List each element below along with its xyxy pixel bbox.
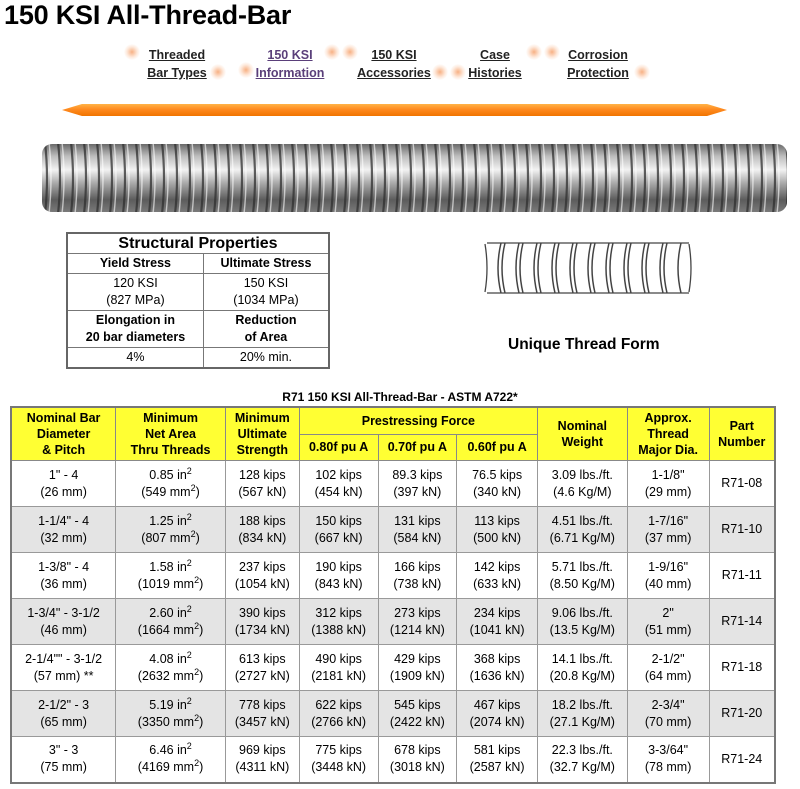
sparkle-icon <box>432 64 448 80</box>
table-cell <box>225 645 299 691</box>
cell-line2: (1019 mm <box>137 576 195 591</box>
superscript: 2 <box>194 758 200 769</box>
cell-line2: (32.7 Kg/M) <box>549 760 615 775</box>
cell-line2: (3350 mm <box>137 714 195 729</box>
table-cell <box>299 461 378 507</box>
col-header-net-area <box>116 407 226 461</box>
cell-line2: (8.50 Kg/M) <box>549 576 615 591</box>
cell-line2: (2727 kN) <box>234 668 290 683</box>
cell-line1: 1" - 4 <box>48 467 79 482</box>
cell-line1: 3" - 3 <box>48 743 79 758</box>
cell-line1: 1-1/4" - 4 <box>38 513 90 528</box>
paren: ) <box>199 622 204 637</box>
cell-line1: 113 kips <box>474 513 520 528</box>
header-line: & Pitch <box>42 443 86 457</box>
spec-table <box>10 406 776 784</box>
table-cell <box>225 737 299 783</box>
part-number-cell: R71-18 <box>709 645 775 691</box>
cell-line1: 368 kips <box>473 651 521 666</box>
cell-line1: 102 kips <box>315 467 362 482</box>
table-cell <box>11 645 116 691</box>
table-cell <box>11 553 116 599</box>
thread-bar-image <box>42 140 787 216</box>
header-line: Thread <box>647 427 689 441</box>
table-cell <box>378 461 457 507</box>
top-navigation <box>140 46 660 86</box>
cell-line1: 128 kips <box>239 467 286 482</box>
superscript: 2 <box>190 482 196 493</box>
cell-line1: 3-3/64" <box>648 743 689 758</box>
cell-line2: (1388 kN) <box>311 622 367 637</box>
superscript: 2 <box>186 741 192 752</box>
header-line: Net Area <box>145 427 197 441</box>
table-cell <box>116 599 226 645</box>
superscript: 2 <box>186 649 192 660</box>
superscript: 2 <box>194 712 200 723</box>
nav-label-line1: Case <box>480 48 510 62</box>
header-line: Weight <box>561 435 604 449</box>
cell-line2: (549 mm <box>141 484 191 499</box>
table-cell <box>457 461 538 507</box>
table-cell <box>116 691 226 737</box>
table-cell <box>299 737 378 783</box>
cell-line1: 490 kips <box>315 651 362 666</box>
table-cell <box>378 737 457 783</box>
cell-line2: (2632 mm <box>137 668 195 683</box>
col-header-ultimate-strength <box>225 407 299 461</box>
cell-line2: (667 kN) <box>314 530 363 545</box>
part-number-cell: R71-24 <box>709 737 775 783</box>
cell-line2: (584 kN) <box>393 530 442 545</box>
cell-line2: (633 kN) <box>473 576 522 591</box>
col-header-080: 0.80f pu A <box>299 434 378 460</box>
table-cell <box>299 599 378 645</box>
table-cell <box>537 691 627 737</box>
orange-divider <box>62 104 727 116</box>
header-line: Part <box>729 419 754 433</box>
table-row <box>11 599 775 645</box>
structural-properties-title: Structural Properties <box>67 233 329 254</box>
cell-line2: (1909 kN) <box>389 668 445 683</box>
table-cell <box>116 461 226 507</box>
cell-line1: 2.60 in <box>149 605 187 620</box>
reduction-header-line2: of Area <box>244 330 288 344</box>
cell-line2: (738 kN) <box>393 576 442 591</box>
spec-table-caption: R71 150 KSI All-Thread-Bar - ASTM A722* <box>282 390 518 404</box>
table-cell <box>11 599 116 645</box>
cell-line2: (20.8 Kg/M) <box>549 668 615 683</box>
cell-line2: (27.1 Kg/M) <box>549 714 615 729</box>
superscript: 2 <box>186 603 192 614</box>
cell-line2: (6.71 Kg/M) <box>549 530 615 545</box>
cell-line2: (29 mm) <box>644 484 692 499</box>
nav-label-line1: 150 KSI <box>267 48 313 62</box>
table-cell <box>225 691 299 737</box>
table-cell <box>627 461 709 507</box>
cell-line1: 545 kips <box>394 697 441 712</box>
sparkle-icon <box>526 44 542 60</box>
elongation-header <box>67 311 203 348</box>
table-cell <box>457 737 538 783</box>
thread-form-caption: Unique Thread Form <box>508 336 660 353</box>
cell-line2: (834 kN) <box>238 530 287 545</box>
cell-line1: 237 kips <box>239 559 286 574</box>
header-line: Nominal Bar <box>26 411 101 425</box>
cell-line2: (1636 kN) <box>469 668 525 683</box>
table-cell <box>627 553 709 599</box>
table-row <box>11 737 775 783</box>
cell-line1: 969 kips <box>239 743 286 758</box>
cell-line2: (2181 kN) <box>311 668 367 683</box>
table-cell <box>11 691 116 737</box>
cell-line2: (26 mm) <box>40 484 87 499</box>
table-cell <box>225 461 299 507</box>
nav-link-150-ksi-accessories[interactable] <box>354 46 434 82</box>
col-header-070: 0.70f pu A <box>378 434 457 460</box>
sparkle-icon <box>210 64 226 80</box>
table-cell <box>537 599 627 645</box>
cell-line2: (2422 kN) <box>389 714 445 729</box>
cell-line1: 2-1/2" <box>651 651 685 666</box>
table-cell <box>378 507 457 553</box>
cell-line1: 0.85 in <box>149 467 187 482</box>
cell-line1: 131 kips <box>394 513 441 528</box>
header-line: Major Dia. <box>638 443 698 457</box>
cell-line2: (397 kN) <box>393 484 442 499</box>
part-number-cell: R71-14 <box>709 599 775 645</box>
cell-line2: (1214 kN) <box>389 622 445 637</box>
cell-line1: 273 kips <box>394 605 441 620</box>
cell-line1: 2-1/4"" - 3-1/2 <box>25 651 103 666</box>
table-cell <box>225 553 299 599</box>
table-row <box>11 507 775 553</box>
cell-line2: (65 mm) <box>40 714 87 729</box>
superscript: 2 <box>186 465 192 476</box>
cell-line1: 1-3/4" - 3-1/2 <box>27 605 100 620</box>
cell-line1: 166 kips <box>394 559 441 574</box>
cell-line1: 4.51 lbs./ft. <box>551 513 613 528</box>
cell-line2: (51 mm) <box>644 622 692 637</box>
cell-line2: (340 kN) <box>473 484 522 499</box>
cell-line2: (2074 kN) <box>469 714 525 729</box>
table-cell <box>627 507 709 553</box>
thread-form-diagram <box>483 238 693 298</box>
cell-line1: 1-1/8" <box>651 467 685 482</box>
nav-label-line1: Threaded <box>148 48 206 62</box>
col-header-prestressing-force: Prestressing Force <box>299 407 537 434</box>
table-cell <box>11 737 116 783</box>
table-cell <box>378 691 457 737</box>
cell-line1: 14.1 lbs./ft. <box>551 651 613 666</box>
nav-label-line2: Bar Types <box>147 66 207 80</box>
cell-line2: (46 mm) <box>40 622 87 637</box>
col-header-part-number <box>709 407 775 461</box>
table-cell <box>11 507 116 553</box>
cell-line1: 18.2 lbs./ft. <box>551 697 613 712</box>
cell-line1: 2-1/2" - 3 <box>38 697 90 712</box>
superscript: 2 <box>186 511 192 522</box>
page-title: 150 KSI All-Thread-Bar <box>4 0 292 30</box>
table-cell <box>537 645 627 691</box>
col-header-diameter <box>11 407 116 461</box>
cell-line1: 1.25 in <box>149 513 187 528</box>
superscript: 2 <box>194 620 200 631</box>
cell-line1: 9.06 lbs./ft. <box>551 605 613 620</box>
elongation-header-line1: Elongation in <box>95 313 176 327</box>
nav-label-line1: Corrosion <box>568 48 628 62</box>
sparkle-icon <box>544 44 560 60</box>
table-cell <box>116 645 226 691</box>
cell-line1: 2-3/4" <box>651 697 685 712</box>
cell-line2: (40 mm) <box>644 576 692 591</box>
header-line: Ultimate <box>237 427 287 441</box>
cell-line2: (454 kN) <box>314 484 363 499</box>
sparkle-icon <box>124 44 140 60</box>
table-row <box>11 645 775 691</box>
cell-line2: (3457 kN) <box>234 714 290 729</box>
sparkle-icon <box>324 44 340 60</box>
cell-line1: 188 kips <box>239 513 286 528</box>
superscript: 2 <box>194 574 200 585</box>
paren: ) <box>199 576 204 591</box>
cell-line1: 5.19 in <box>149 697 187 712</box>
cell-line1: 678 kips <box>394 743 441 758</box>
table-cell <box>299 507 378 553</box>
ultimate-stress-value <box>203 274 329 311</box>
cell-line1: 1-9/16" <box>648 559 689 574</box>
superscript: 2 <box>186 557 192 568</box>
nav-label-line2: Histories <box>468 66 522 80</box>
table-cell <box>457 599 538 645</box>
cell-line1: 1.58 in <box>149 559 187 574</box>
cell-line1: 581 kips <box>473 743 521 758</box>
reduction-header-line1: Reduction <box>235 313 297 327</box>
reduction-header <box>203 311 329 348</box>
table-cell <box>299 645 378 691</box>
cell-line1: 4.08 in <box>149 651 187 666</box>
cell-line2: (3448 kN) <box>311 760 367 775</box>
cell-line2: (1054 kN) <box>234 576 290 591</box>
part-number-cell: R71-10 <box>709 507 775 553</box>
structural-properties-table <box>66 232 330 369</box>
cell-line1: 3.09 lbs./ft. <box>551 467 613 482</box>
superscript: 2 <box>194 666 200 677</box>
cell-line1: 5.71 lbs./ft. <box>551 559 613 574</box>
table-cell <box>11 461 116 507</box>
table-row <box>11 691 775 737</box>
sparkle-icon <box>342 44 358 60</box>
cell-line2: (13.5 Kg/M) <box>549 622 615 637</box>
cell-line2: (500 kN) <box>473 530 522 545</box>
cell-line2: (37 mm) <box>644 530 692 545</box>
cell-line2: (843 kN) <box>314 576 363 591</box>
paren: ) <box>199 760 204 775</box>
yield-stress-header: Yield Stress <box>67 254 203 274</box>
cell-line1: 2" <box>662 605 674 620</box>
cell-line1: 622 kips <box>315 697 362 712</box>
cell-line2: (32 mm) <box>40 530 87 545</box>
table-cell <box>457 507 538 553</box>
yield-ksi: 120 KSI <box>113 276 158 290</box>
nav-label-line1: 150 KSI <box>371 48 417 62</box>
cell-line2: (4.6 Kg/M) <box>553 484 612 499</box>
cell-line2: (4311 kN) <box>235 760 290 775</box>
cell-line2: (3018 kN) <box>389 760 445 775</box>
cell-line2: (78 mm) <box>644 760 692 775</box>
table-cell <box>537 553 627 599</box>
table-cell <box>378 599 457 645</box>
table-cell <box>537 507 627 553</box>
header-line: Minimum <box>234 411 290 425</box>
cell-line2: (64 mm) <box>644 668 692 683</box>
table-cell <box>225 599 299 645</box>
cell-line1: 775 kips <box>315 743 362 758</box>
header-line: Nominal <box>557 419 607 433</box>
cell-line1: 390 kips <box>239 605 286 620</box>
cell-line2: (36 mm) <box>40 576 87 591</box>
table-cell <box>627 599 709 645</box>
table-cell <box>627 737 709 783</box>
cell-line2: (70 mm) <box>644 714 692 729</box>
ultimate-ksi: 150 KSI <box>243 276 289 290</box>
cell-line2: (1041 kN) <box>469 622 525 637</box>
cell-line1: 6.46 in <box>149 743 187 758</box>
cell-line1: 234 kips <box>473 605 521 620</box>
table-cell <box>627 645 709 691</box>
col-header-060: 0.60f pu A <box>457 434 538 460</box>
sparkle-icon <box>238 62 254 78</box>
col-header-thread-major-dia <box>627 407 709 461</box>
header-line: Number <box>718 435 766 449</box>
paren: ) <box>195 484 200 499</box>
elongation-value: 4% <box>67 348 203 369</box>
cell-line1: 613 kips <box>239 651 286 666</box>
elongation-header-line2: 20 bar diameters <box>85 330 186 344</box>
table-cell <box>299 553 378 599</box>
table-cell <box>225 507 299 553</box>
table-cell <box>116 507 226 553</box>
cell-line1: 467 kips <box>473 697 521 712</box>
cell-line2: (2766 kN) <box>311 714 367 729</box>
cell-line2: (4169 mm <box>137 760 195 775</box>
superscript: 2 <box>190 528 196 539</box>
header-line: Approx. <box>644 411 692 425</box>
cell-line1: 1-7/16" <box>648 513 689 528</box>
nav-link-150-ksi-information[interactable] <box>252 46 328 82</box>
reduction-value: 20% min. <box>203 348 329 369</box>
cell-line2: (2587 kN) <box>469 760 525 775</box>
sparkle-icon <box>450 64 466 80</box>
nav-link-case-histories[interactable] <box>462 46 528 82</box>
cell-line2: (567 kN) <box>238 484 287 499</box>
part-number-cell: R71-11 <box>709 553 775 599</box>
superscript: 2 <box>186 695 192 706</box>
cell-line1: 429 kips <box>394 651 441 666</box>
table-cell <box>116 737 226 783</box>
cell-line2: (1734 kN) <box>234 622 290 637</box>
cell-line2: (75 mm) <box>40 760 87 775</box>
table-row <box>11 461 775 507</box>
header-line: Thru Threads <box>130 443 211 457</box>
header-line: Strength <box>236 443 289 457</box>
table-cell <box>378 645 457 691</box>
part-number-cell: R71-20 <box>709 691 775 737</box>
cell-line1: 312 kips <box>315 605 362 620</box>
cell-line1: 89.3 kips <box>392 467 443 482</box>
cell-line2: (1664 mm <box>137 622 195 637</box>
ultimate-mpa: (1034 MPa) <box>233 293 299 307</box>
table-cell <box>457 691 538 737</box>
table-cell <box>299 691 378 737</box>
table-cell <box>116 553 226 599</box>
cell-line1: 1-3/8" - 4 <box>38 559 90 574</box>
table-cell <box>627 691 709 737</box>
cell-line1: 190 kips <box>315 559 362 574</box>
cell-line1: 778 kips <box>239 697 286 712</box>
table-cell <box>378 553 457 599</box>
nav-link-threaded-bar-types[interactable] <box>140 46 214 82</box>
cell-line2: (57 mm) ** <box>33 668 94 683</box>
ultimate-stress-header: Ultimate Stress <box>203 254 329 274</box>
header-line: Minimum <box>143 411 198 425</box>
nav-link-corrosion-protection[interactable] <box>560 46 636 82</box>
table-cell <box>537 461 627 507</box>
header-line: Diameter <box>36 427 91 441</box>
nav-label-line2: Accessories <box>357 66 431 80</box>
paren: ) <box>195 530 200 545</box>
cell-line1: 142 kips <box>473 559 521 574</box>
table-cell <box>457 645 538 691</box>
yield-stress-value <box>67 274 203 311</box>
yield-mpa: (827 MPa) <box>106 293 165 307</box>
cell-line2: (807 mm <box>141 530 191 545</box>
paren: ) <box>199 668 204 683</box>
nav-label-line2: Information <box>255 66 325 80</box>
cell-line1: 22.3 lbs./ft. <box>551 743 613 758</box>
cell-line1: 76.5 kips <box>472 467 523 482</box>
paren: ) <box>199 714 204 729</box>
cell-line1: 150 kips <box>315 513 362 528</box>
sparkle-icon <box>634 64 650 80</box>
part-number-cell: R71-08 <box>709 461 775 507</box>
col-header-nominal-weight <box>537 407 627 461</box>
table-cell <box>457 553 538 599</box>
nav-label-line2: Protection <box>567 66 629 80</box>
table-row <box>11 553 775 599</box>
table-cell <box>537 737 627 783</box>
